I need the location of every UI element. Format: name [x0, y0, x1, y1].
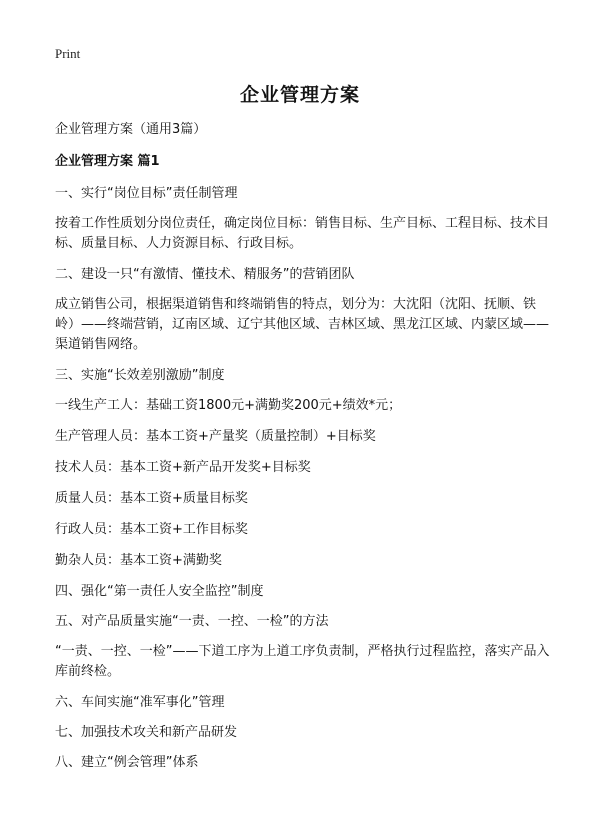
document-intro: 企业管理方案（通用3篇）	[55, 122, 207, 137]
heading-3: 三、实施“长效差别激励”制度	[55, 368, 225, 383]
pay-line-frontline-workers: 一线生产工人：基础工资1800元+满勤奖200元+绩效*元；	[55, 398, 402, 413]
heading-7: 七、加强技术攻关和新产品研发	[55, 725, 238, 740]
pay-line-production-managers: 生产管理人员：基本工资+产量奖（质量控制）+目标奖	[55, 429, 376, 444]
print-label: Print	[55, 46, 81, 61]
paragraph-5: “一责、一控、一检”——下道工序为上道工序负责制，严格执行过程监控，落实产品入库前终检。	[55, 644, 550, 679]
heading-1: 一、实行“岗位目标”责任制管理	[55, 186, 238, 201]
document-title: 企业管理方案	[239, 84, 360, 106]
pay-line-support-staff: 勤杂人员：基本工资+满勤奖	[55, 553, 222, 568]
pay-line-admin-staff: 行政人员：基本工资+工作目标奖	[55, 522, 248, 537]
document-body	[55, 120, 551, 783]
heading-8: 八、建立“例会管理”体系	[55, 755, 199, 770]
section-title: 企业管理方案 篇1	[55, 154, 160, 169]
heading-5: 五、对产品质量实施“一责、一控、一检”的方法	[55, 614, 329, 629]
pay-line-technical-staff: 技术人员：基本工资+新产品开发奖+目标奖	[55, 460, 311, 475]
heading-4: 四、强化“第一责任人安全监控”制度	[55, 584, 264, 599]
heading-6: 六、车间实施“准军事化”管理	[55, 695, 225, 710]
heading-2: 二、建设一只“有激情、懂技术、精服务”的营销团队	[55, 267, 355, 282]
paragraph-1: 按着工作性质划分岗位责任，确定岗位目标：销售目标、生产目标、工程目标、技术目标、质量目标、人力资源目标、行政目标。	[55, 216, 550, 251]
pay-line-quality-staff: 质量人员：基本工资+质量目标奖	[55, 491, 248, 506]
paragraph-2: 成立销售公司，根据渠道销售和终端销售的特点，划分为：大沈阳（沈阳、抚顺、铁岭）——终端营销，辽南区域、辽宁其他区域、吉林区域、黑龙江区域、内蒙区域——渠道销售网络。	[55, 297, 550, 352]
